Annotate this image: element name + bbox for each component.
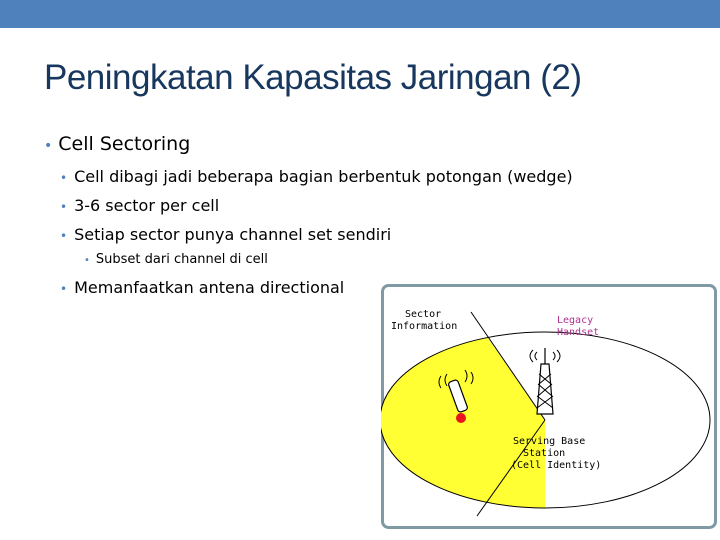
bullet-sector-count bbox=[60, 196, 219, 215]
label-legacy-line2: Handset bbox=[557, 327, 600, 338]
bullet-dot-icon: • bbox=[60, 200, 68, 214]
bullet-dot-icon: • bbox=[60, 171, 68, 185]
label-sector-line2: Information bbox=[391, 321, 458, 332]
bullet-text: 3-6 sector per cell bbox=[74, 196, 220, 215]
bullet-channel-subset bbox=[84, 252, 268, 267]
bullet-text: Cell Sectoring bbox=[58, 133, 191, 155]
bullet-channel-set bbox=[60, 225, 391, 244]
label-station-line3: (Cell Identity) bbox=[511, 460, 602, 471]
bullet-dot-icon: • bbox=[60, 282, 68, 296]
bullet-directional-antenna bbox=[60, 278, 344, 297]
top-accent-bar bbox=[0, 0, 720, 28]
bullet-cell-sectoring bbox=[44, 133, 190, 155]
slide-title: Peningkatan Kapasitas Jaringan (2) bbox=[44, 58, 582, 97]
handset-dot bbox=[456, 413, 466, 423]
bullet-text: Cell dibagi jadi beberapa bagian berbentuk potongan (wedge) bbox=[74, 167, 573, 186]
label-station-line2: Station bbox=[523, 448, 566, 459]
label-legacy-line1: Legacy bbox=[557, 315, 594, 326]
label-sector-line1: Sector bbox=[405, 309, 442, 320]
bullet-text: Subset dari channel di cell bbox=[95, 252, 268, 267]
bullet-text: Memanfaatkan antena directional bbox=[74, 278, 345, 297]
label-station-line1: Serving Base bbox=[513, 436, 586, 447]
bullet-wedge bbox=[60, 167, 573, 186]
bullet-dot-icon: • bbox=[44, 138, 53, 154]
bullet-dot-icon: • bbox=[60, 229, 68, 243]
bullet-text: Setiap sector punya channel set sendiri bbox=[74, 225, 392, 244]
bullet-dot-icon: • bbox=[84, 255, 90, 266]
sector-diagram bbox=[381, 284, 717, 529]
